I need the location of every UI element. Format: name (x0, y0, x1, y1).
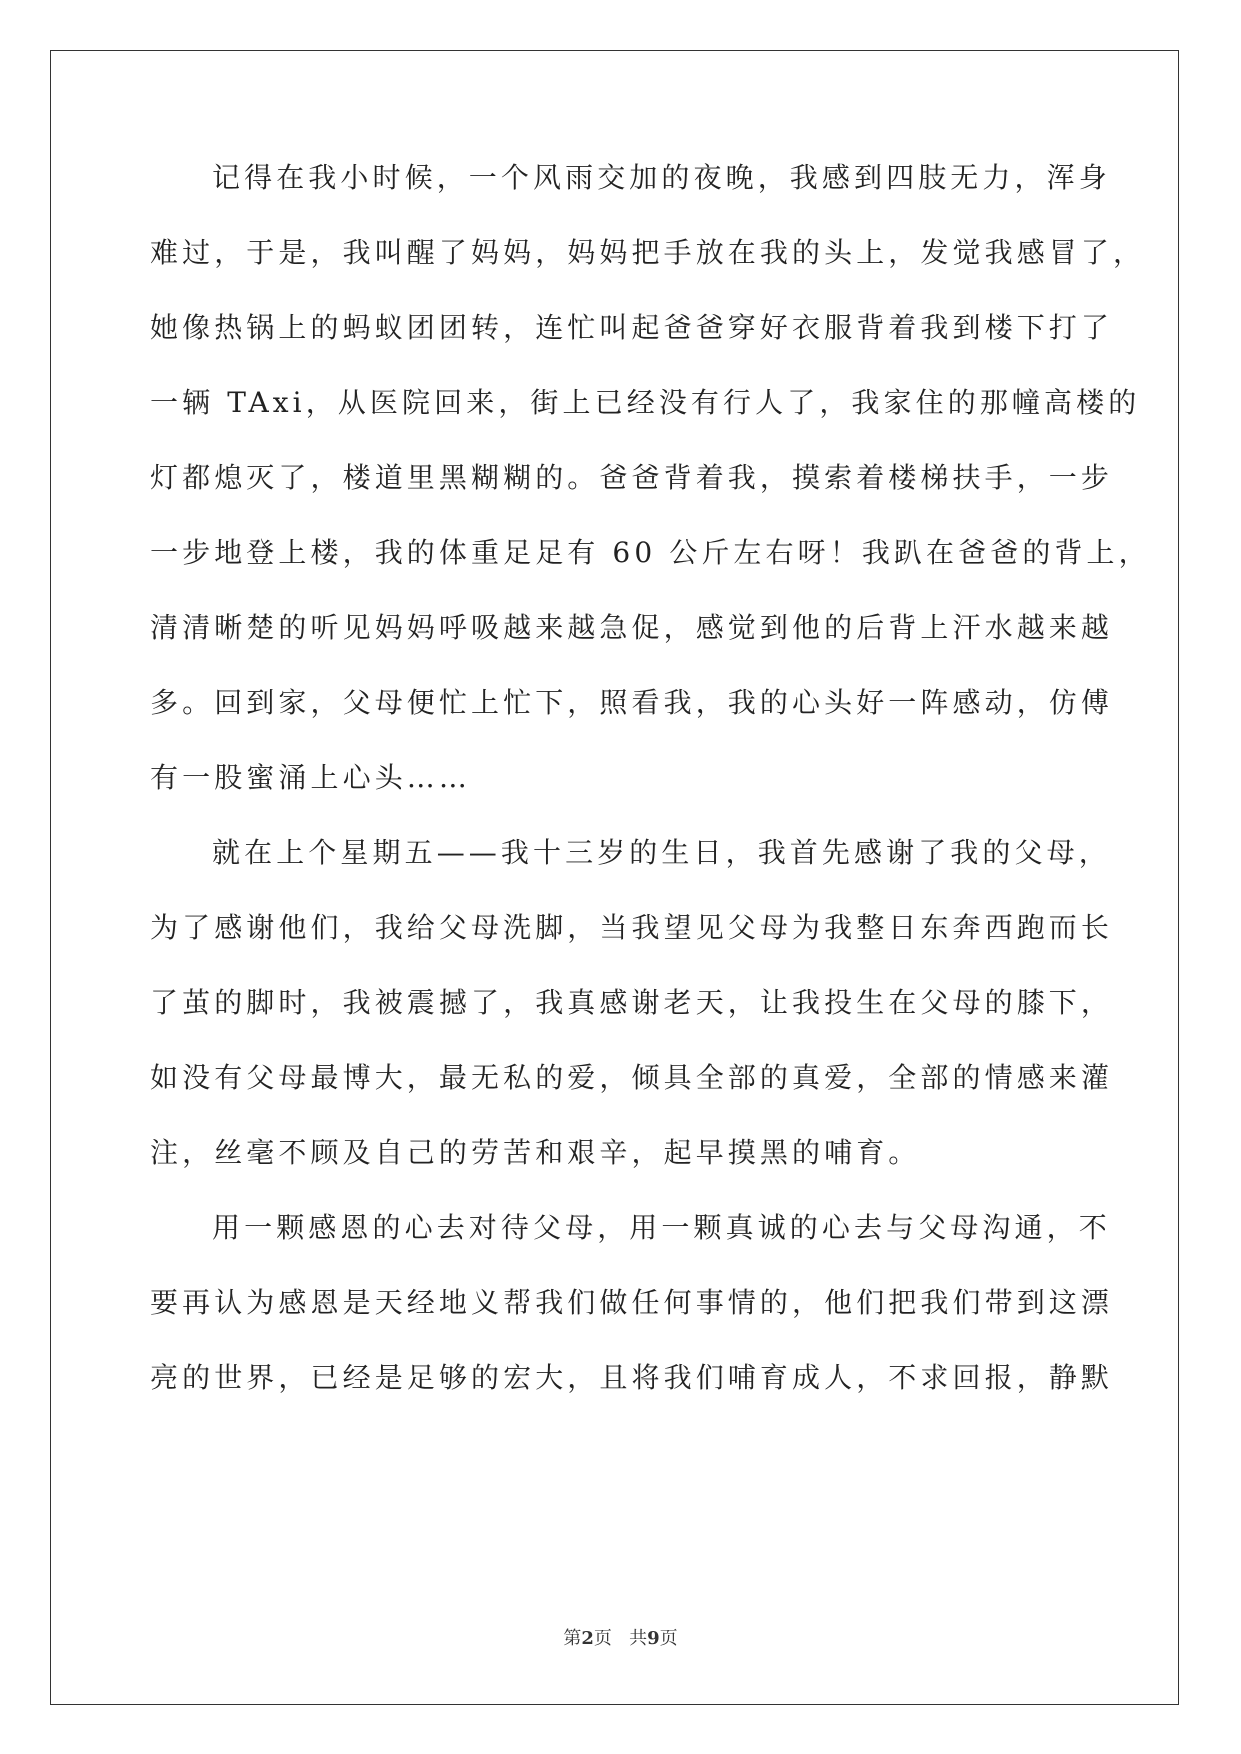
text-line: 清清晰楚的听见妈妈呼吸越来越急促，感觉到他的后背上汗水越来越 (150, 611, 1114, 644)
text-line: 灯都熄灭了，楼道里黑糊糊的。爸爸背着我，摸索着楼梯扶手，一步 (150, 461, 1114, 494)
text-line: 要再认为感恩是天经地义帮我们做任何事情的，他们把我们带到这漂 (150, 1286, 1114, 1319)
page-border (50, 50, 1179, 1705)
text-line: 为了感谢他们，我给父母洗脚，当我望见父母为我整日东奔西跑而长 (150, 911, 1114, 944)
text-line: 难过，于是，我叫醒了妈妈，妈妈把手放在我的头上，发觉我感冒了， (150, 236, 1146, 269)
total-pages-number: 9 (647, 1628, 660, 1649)
text-line: 就在上个星期五——我十三岁的生日，我首先感谢了我的父母， (212, 836, 1111, 869)
current-page-number: 2 (581, 1628, 594, 1649)
text-line: 了茧的脚时，我被震撼了，我真感谢老天，让我投生在父母的膝下， (150, 986, 1114, 1019)
page-number-footer (0, 1627, 1241, 1651)
text-line: 多。回到家，父母便忙上忙下，照看我，我的心头好一阵感动，仿傅 (150, 686, 1114, 719)
text-line: 亮的世界，已经是足够的宏大，且将我们哺育成人，不求回报，静默 (150, 1361, 1114, 1394)
text-line: 记得在我小时候，一个风雨交加的夜晚，我感到四肢无力，浑身 (212, 161, 1111, 194)
page-suffix: 页 (659, 1628, 678, 1649)
text-line: 如没有父母最博大，最无私的爱，倾具全部的真爱，全部的情感来灌 (150, 1061, 1114, 1094)
text-line: 有一股蜜涌上心头…… (150, 761, 472, 794)
text-line: 她像热锅上的蚂蚁团团转，连忙叫起爸爸穿好衣服背着我到楼下打了 (150, 311, 1114, 344)
text-line: 用一颗感恩的心去对待父母，用一颗真诚的心去与父母沟通，不 (212, 1211, 1111, 1244)
text-line: 一辆 TAxi，从医院回来，街上已经没有行人了，我家住的那幢高楼的 (150, 386, 1141, 419)
text-line: 注，丝毫不顾及自己的劳苦和艰辛，起早摸黑的哺育。 (150, 1136, 921, 1169)
page-separator: 页 共 (593, 1628, 648, 1649)
page-prefix: 第 (563, 1628, 582, 1649)
text-line: 一步地登上楼，我的体重足足有 60 公斤左右呀！我趴在爸爸的背上， (150, 536, 1151, 569)
